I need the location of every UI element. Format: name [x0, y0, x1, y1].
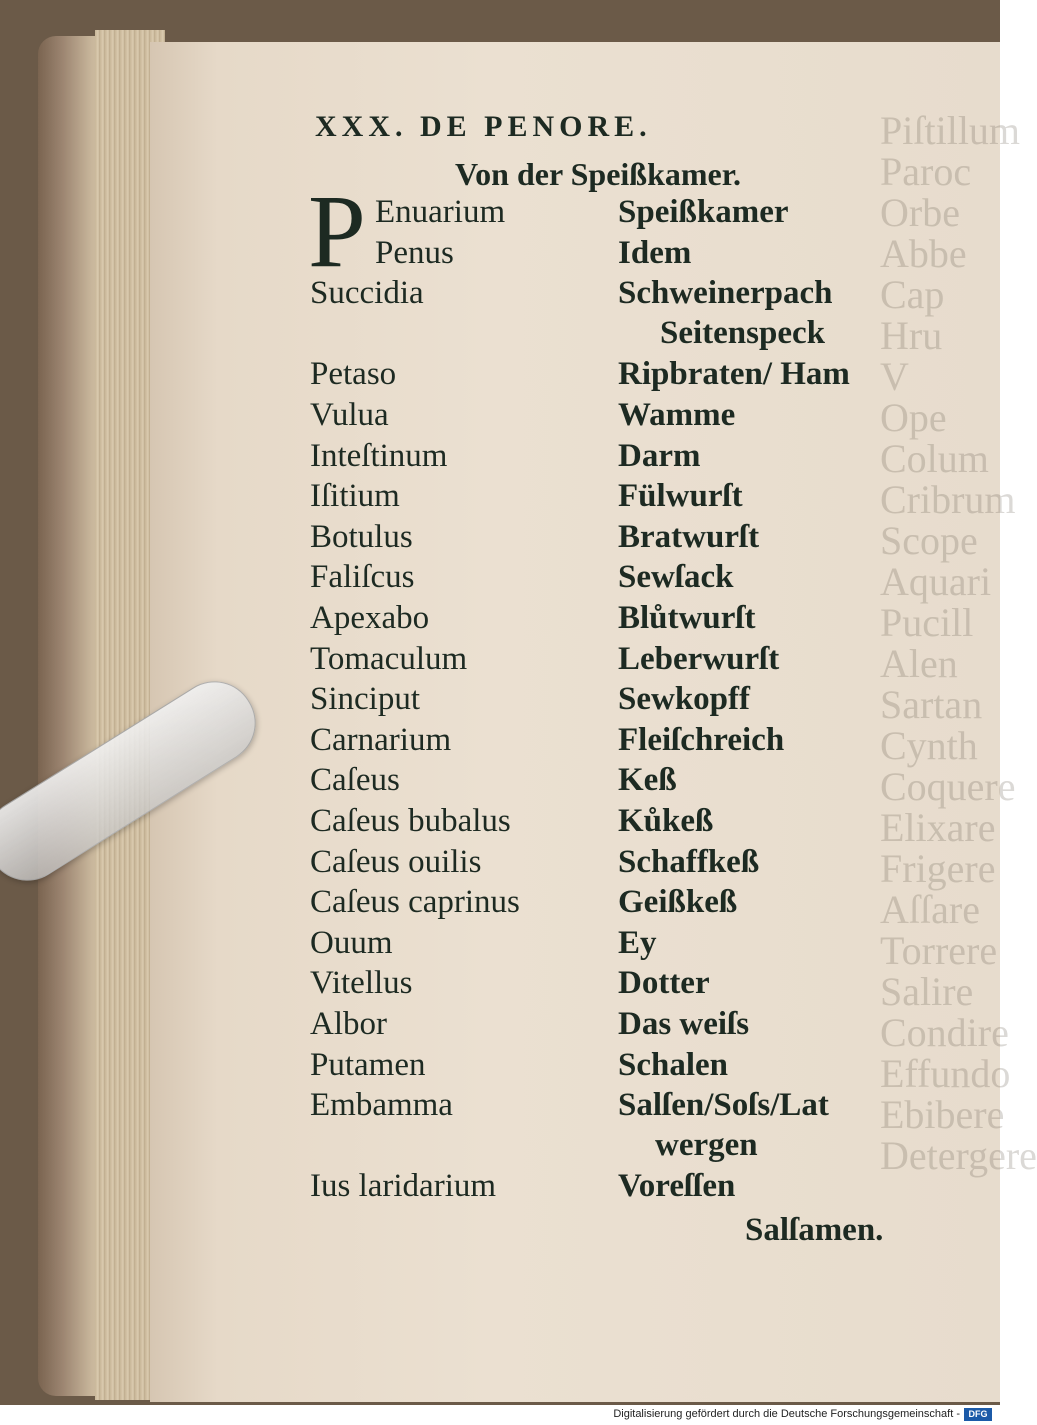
latin-term: Albor	[310, 1006, 387, 1042]
latin-term: Petaso	[310, 356, 397, 392]
glossary-row	[310, 233, 930, 273]
footer-credit: Digitalisierung gefördert durch die Deutsche Forschungsgemeinschaft -	[613, 1408, 960, 1420]
latin-term: Caſeus caprinus	[310, 884, 520, 920]
glossary-row	[310, 963, 930, 1003]
footer-bar	[0, 1405, 1000, 1425]
glossary-row	[310, 517, 930, 557]
running-head: XXX. DE PENORE.	[315, 110, 652, 143]
glossary-row	[310, 1004, 930, 1044]
german-term: Bratwurſt	[618, 519, 760, 555]
glossary-row	[310, 273, 930, 351]
glossary-row	[310, 192, 930, 232]
glossary-row	[310, 720, 930, 760]
latin-term: Apexabo	[310, 600, 430, 636]
german-term: Das weiſs	[618, 1006, 750, 1042]
latin-term: Vulua	[310, 397, 389, 433]
latin-term: Putamen	[310, 1047, 426, 1083]
glossary-row	[310, 476, 930, 516]
latin-term: Enuarium	[375, 194, 506, 230]
latin-term: Ius laridarium	[310, 1168, 497, 1204]
latin-term: Penus	[375, 235, 454, 271]
german-term: Speißkamer	[618, 194, 789, 230]
glossary-row	[310, 760, 930, 800]
german-term: Kůkeß	[618, 803, 714, 839]
german-term: Voreſſen	[618, 1168, 736, 1204]
german-term: Geißkeß	[618, 884, 738, 920]
glossary-row	[310, 801, 930, 841]
glossary-row	[310, 1085, 930, 1163]
latin-term: Sinciput	[310, 681, 421, 717]
german-term: Fleiſchreich	[618, 722, 785, 758]
german-term: Salſen/Soſs/Lat	[618, 1087, 829, 1123]
glossary-row	[310, 923, 930, 963]
latin-term: Embamma	[310, 1087, 453, 1123]
glossary-row	[310, 1166, 930, 1206]
latin-term: Inteſtinum	[310, 438, 448, 474]
latin-term: Faliſcus	[310, 559, 415, 595]
latin-term: Caſeus ouilis	[310, 844, 482, 880]
glossary-row	[310, 882, 930, 922]
latin-term: Vitellus	[310, 965, 413, 1001]
german-term: Dotter	[618, 965, 710, 1001]
latin-term: Caſeus	[310, 762, 400, 798]
glossary-row	[310, 557, 930, 597]
latin-term: Caſeus bubalus	[310, 803, 511, 839]
glossary-row	[310, 679, 930, 719]
latin-term: Carnarium	[310, 722, 452, 758]
latin-term: Iſitium	[310, 478, 400, 514]
german-term: Darm	[618, 438, 701, 474]
latin-term: Botulus	[310, 519, 413, 555]
glossary-row	[310, 354, 930, 394]
section-subtitle: Von der Speißkamer.	[455, 156, 741, 192]
german-term: Fülwurſt	[618, 478, 743, 514]
dfg-logo: DFG	[964, 1408, 992, 1421]
catchword: Salſamen.	[745, 1212, 884, 1248]
show-through-text: Piſtillum Paroc Orbe Abbe Cap Hru V Ope Colum Cribrum Scope Aquari Pucill Alen Sartan Cynth Coquere Elixare Frigere Aſſare Torrere Salire Condire Effundo Ebibere Detergere	[880, 108, 1037, 1178]
german-term: Leberwurſt	[618, 641, 780, 677]
glossary-row	[310, 395, 930, 435]
german-term: Sewſack	[618, 559, 734, 595]
german-term: Keß	[618, 762, 677, 798]
latin-term: Ouum	[310, 925, 393, 961]
german-term-continuation: Seitenspeck	[660, 315, 825, 351]
german-term-continuation: wergen	[655, 1127, 758, 1163]
glossary-row	[310, 842, 930, 882]
german-term: Ey	[618, 925, 657, 961]
glossary-row	[310, 436, 930, 476]
latin-term: Succidia	[310, 275, 424, 311]
glossary-row	[310, 639, 930, 679]
german-term: Wamme	[618, 397, 736, 433]
german-term: Schweinerpach	[618, 275, 833, 311]
german-term: Idem	[618, 235, 692, 271]
drop-cap: P	[308, 174, 366, 289]
glossary-row	[310, 598, 930, 638]
german-term: Ripbraten/ Ham	[618, 356, 850, 392]
german-term: Schalen	[618, 1047, 729, 1083]
german-term: Sewkopff	[618, 681, 751, 717]
german-term: Schaffkeß	[618, 844, 760, 880]
german-term: Blůtwurſt	[618, 600, 756, 636]
latin-term: Tomaculum	[310, 641, 468, 677]
glossary-row	[310, 1045, 930, 1085]
